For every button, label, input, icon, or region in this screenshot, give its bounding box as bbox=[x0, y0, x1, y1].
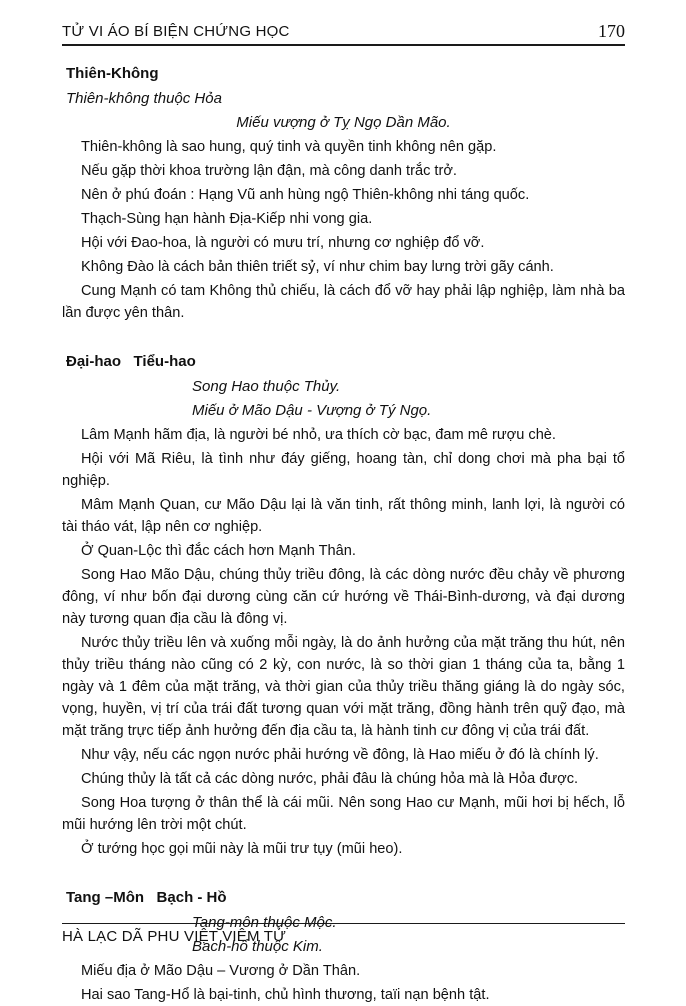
section-heading-thien-khong: Thiên-Không bbox=[66, 65, 159, 82]
paragraph: Cung Mạnh có tam Không thủ chiếu, là cách đổ vỡ hay phải lập nghiệp, làm nhà ba lần được yên thân. bbox=[62, 283, 625, 321]
section-heading-tang-mon-bach-ho: Tang –Môn Bạch - Hồ bbox=[66, 889, 227, 906]
paragraph: Nên ở phú đoán : Hạng Vũ anh hùng ngộ Thiên-không nhi táng quốc. bbox=[81, 187, 530, 203]
section-subtitle: Thiên-không thuộc Hỏa bbox=[66, 90, 222, 107]
paragraph: Song Hoa tượng ở thân thể là cái mũi. Nên song Hao cư Mạnh, mũi hơi bị hếch, lỗ mũi hướng lên trời một chút. bbox=[62, 795, 625, 833]
paragraph: Miếu địa ở Mão Dậu – Vương ở Dần Thân. bbox=[81, 963, 361, 979]
section-subtitle: Miếu vượng ở Tỵ Ngọ Dần Mão. bbox=[236, 114, 451, 131]
section-subtitle: Tang-môn thuộc Mộc. bbox=[192, 914, 337, 931]
page-header bbox=[62, 22, 625, 46]
paragraph: Hội với Mã Riêu, là tình như đáy giếng, hoang tàn, chỉ dong chơi mà pha bại tổ nghiệp. bbox=[62, 451, 625, 489]
paragraph: Hai sao Tang-Hổ là bại-tinh, chủ hình thương, taïi nạn bệnh tật. bbox=[81, 987, 490, 1003]
page-footer bbox=[62, 923, 625, 945]
running-title: TỬ VI ÁO BÍ BIỆN CHỨNG HỌC bbox=[62, 23, 290, 40]
paragraph: Nếu gặp thời khoa trường lận đận, mà công danh trắc trở. bbox=[81, 163, 457, 179]
section-subtitle: Song Hao thuộc Thủy. bbox=[192, 378, 341, 395]
paragraph: Lâm Mạnh hãm địa, là người bé nhỏ, ưa thích cờ bạc, đam mê rượu chè. bbox=[81, 427, 556, 443]
paragraph: Thạch-Sùng hạn hành Địa-Kiếp nhi vong gia. bbox=[81, 211, 373, 227]
section-heading-dai-hao-tieu-hao: Đại-hao Tiểu-hao bbox=[66, 353, 196, 370]
paragraph: Ở Quan-Lộc thì đắc cách hơn Mạnh Thân. bbox=[81, 543, 356, 559]
paragraph: Thiên-không là sao hung, quý tinh và quyền tinh không nên gặp. bbox=[81, 139, 497, 155]
paragraph: Không Đào là cách bản thiên triết sỷ, ví như chim bay lưng trời gãy cánh. bbox=[81, 259, 554, 275]
section-subtitle: Bach-hổ thuộc Kim. bbox=[192, 938, 323, 955]
document-body bbox=[62, 46, 625, 1006]
paragraph: Song Hao Mão Dậu, chúng thủy triều đông, là các dòng nước đều chảy về phương đông, ví như bốn đại dương cùng căn cứ hướng về Thái-Bình-dương, và đại dương này tương quan địa cầu là đông vị. bbox=[62, 567, 625, 627]
page-number: 170 bbox=[598, 21, 625, 41]
section-subtitle: Miếu ở Mão Dậu - Vượng ở Tý Ngọ. bbox=[192, 402, 432, 419]
paragraph: Chúng thủy là tất cả các dòng nước, phải đâu là chúng hỏa mà là Hỏa được. bbox=[81, 771, 579, 787]
paragraph: Hội với Đao-hoa, là người có mưu trí, nhưng cơ nghiệp đổ vỡ. bbox=[81, 235, 485, 251]
paragraph: Mâm Mạnh Quan, cư Mão Dậu lại là văn tinh, rất thông minh, lanh lợi, là người có tài tháo vát, lập nên cơ nghiệp. bbox=[62, 497, 625, 535]
paragraph: Nước thủy triều lên và xuống mỗi ngày, là do ảnh hưởng của mặt trăng thu hút, nên thủy triều tháng nào cũng có 2 kỳ, con nước, là so thời gian 1 tháng của ta, bằng 1 ngày và 1 đêm của mặt trăng, và thời gian của thủy triều thăng giáng là do ngày sóc, vọng, huyền, vị trí của trái đất tương quan với mặt trăng, đồng hành trên quỹ đạo, mà mặt trăng trực tiếp ảnh hưởng đến địa cầu ta, là hành tinh cư đông vị của trái đất. bbox=[62, 635, 625, 739]
paragraph: Như vậy, nếu các ngọn nước phải hướng về đông, là Hao miếu ở đó là chính lý. bbox=[81, 747, 599, 763]
paragraph: Ở tướng học gọi mũi này là mũi trư tụy (mũi heo). bbox=[81, 841, 403, 857]
footer-text: HÀ LẠC DÃ PHU VIỆT VIÊM TỬ bbox=[62, 928, 287, 945]
